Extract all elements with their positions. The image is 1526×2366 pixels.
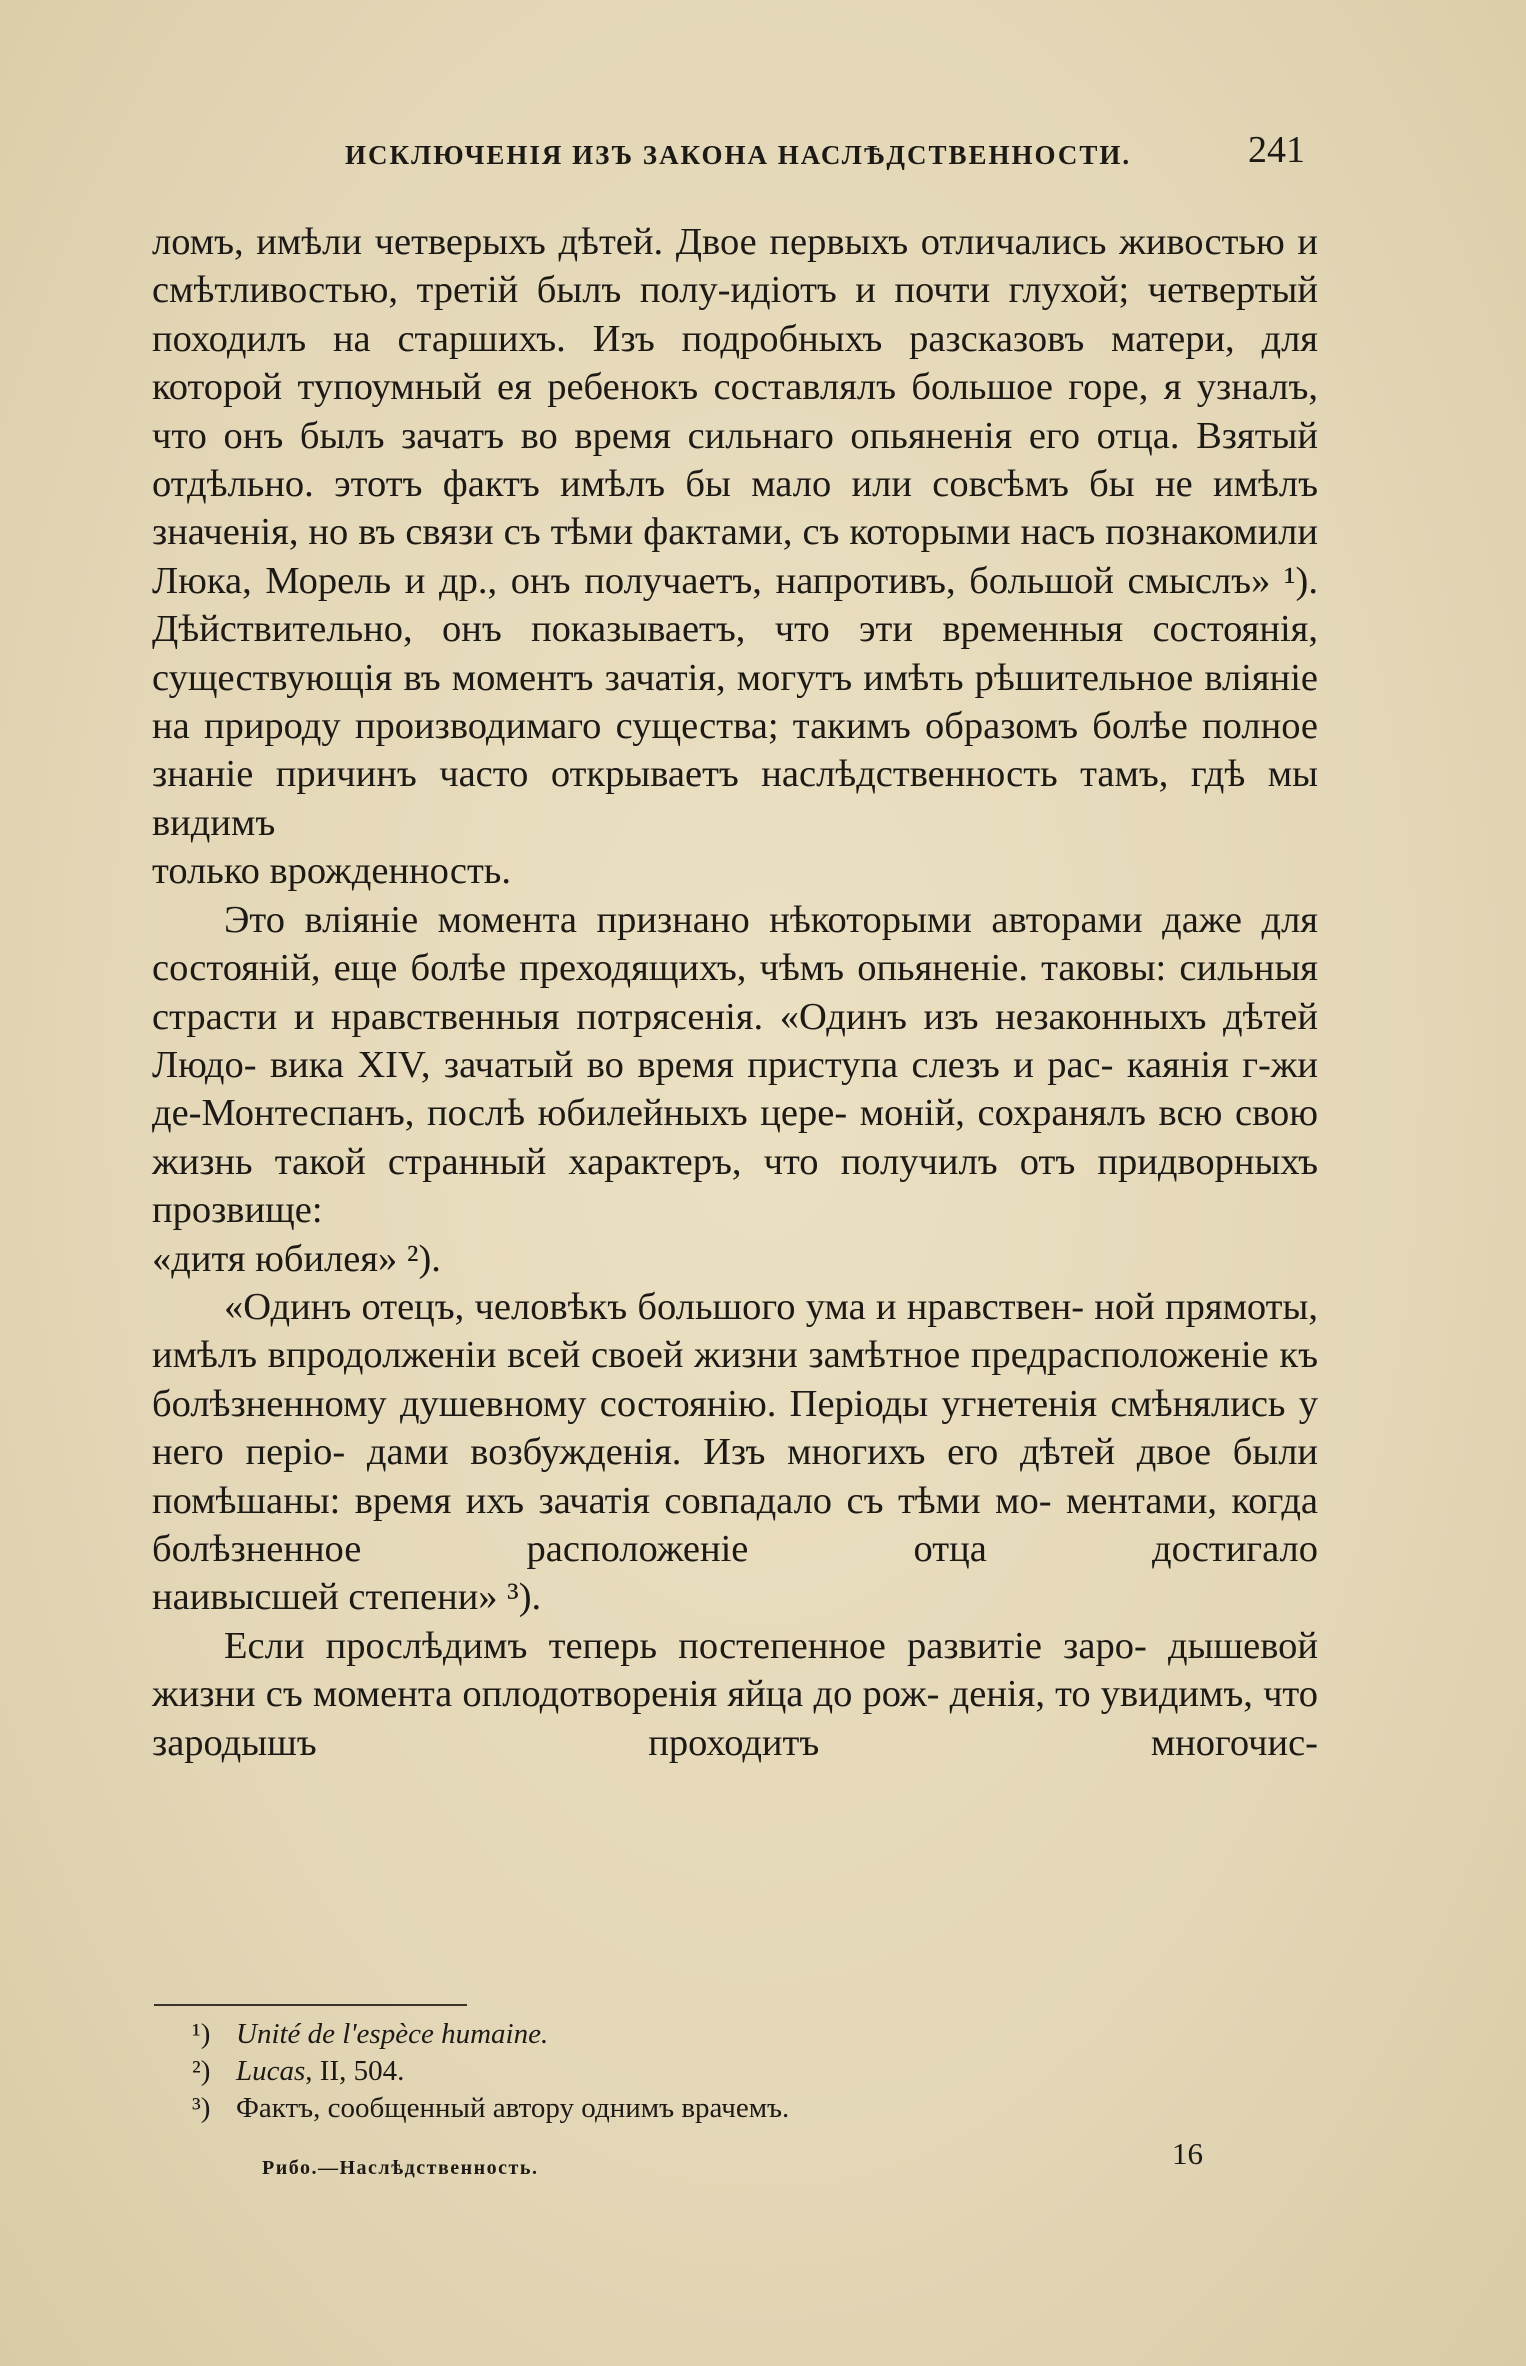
paragraph-3: «Одинъ отецъ, человѣкъ большого ума и нравствен- ной прямоты, имѣлъ впродолженіи всей своей жизни замѣтное предрасположеніе къ болѣзненному душевному состоянію. Періоды угнетенія смѣнялись у него періо- дами возбужденія. Изъ многихъ его дѣтей двое были помѣшаны: время ихъ зачатія совпадало съ тѣми мо- ментами, когда болѣзненное расположеніе отца достигало — [152, 1285, 1319, 1570]
footnote-1 — [192, 2016, 1092, 2053]
footnote-2 — [192, 2053, 1092, 2090]
body-text — [152, 218, 1318, 1767]
paragraph-2-end: «дитя юбилея» ²). — [152, 1237, 441, 1280]
footnote-text: , II, 504. — [305, 2055, 405, 2087]
footnote-marker: ³) — [192, 2092, 211, 2124]
footnote-author: Lucas — [236, 2055, 306, 2087]
footnote-3 — [192, 2090, 1092, 2127]
sheet-number: 16 — [1172, 2136, 1203, 2171]
printer-signature: Рибо.—Наслѣдственность. — [262, 2157, 539, 2179]
footnote-text: Фактъ, сообщенный автору однимъ врачемъ. — [236, 2092, 790, 2124]
paragraph-3-end: наивысшей степени» ³). — [152, 1576, 542, 1619]
footnotes — [192, 2016, 1092, 2127]
footnote-text: Unité de l'espèce humaine. — [236, 2018, 549, 2050]
running-head: ИСКЛЮЧЕНІЯ ИЗЪ ЗАКОНА НАСЛѢДСТВЕННОСТИ. — [345, 140, 1132, 170]
paragraph-1: ломъ, имѣли четверыхъ дѣтей. Двое первыхъ отличались живостью и смѣтливостью, третій былъ полу-идіотъ и почти глухой; четвертый походилъ на старшихъ. Изъ подробныхъ разсказовъ матери, для которой тупоумный ея ребенокъ составлялъ большое горе, я узналъ, что онъ былъ зачатъ во время сильнаго опьяненія его отца. Взятый отдѣльно. этотъ фактъ имѣлъ бы мало или совсѣмъ бы не имѣлъ значенія, но въ связи съ тѣми фактами, съ которыми насъ познакомили Люка, Морель и др., онъ получаетъ, напротивъ, большой смыслъ» ¹). Дѣйствительно, онъ показываетъ, что эти временныя состоянія, существующія въ моментъ зачатія, могутъ имѣть рѣшительное вліяніе на природу производимаго существа; такимъ образомъ болѣе полное знаніе причинъ часто открываетъ наслѣдственность тамъ, гдѣ мы видимъ — [152, 221, 1319, 844]
footnote-marker: ²) — [192, 2055, 211, 2087]
footnote-divider — [154, 2004, 467, 2006]
page-number: 241 — [1248, 129, 1305, 171]
paragraph-2: Это вліяніе момента признано нѣкоторыми авторами даже для состояній, еще болѣе преходящихъ, чѣмъ опьяненіе. таковы: сильныя страсти и нравственныя потрясенія. «Одинъ изъ незаконныхъ дѣтей Людо- вика XIV, зачатый во время приступа слезъ и рас- каянія г-жи де-Монтеспанъ, послѣ юбилейныхъ цере- моній, сохранялъ всю свою жизнь такой странный характеръ, что получилъ отъ придворныхъ прозвище: — [152, 898, 1319, 1232]
footnote-marker: ¹) — [192, 2018, 211, 2050]
paragraph-1-end: только врожденность. — [152, 850, 511, 893]
paragraph-4: Если прослѣдимъ теперь постепенное развитіе заро- дышевой жизни съ момента оплодотворенія яйца до рож- денія, то увидимъ, что зародышъ проходитъ многочис- — [152, 1624, 1319, 1764]
